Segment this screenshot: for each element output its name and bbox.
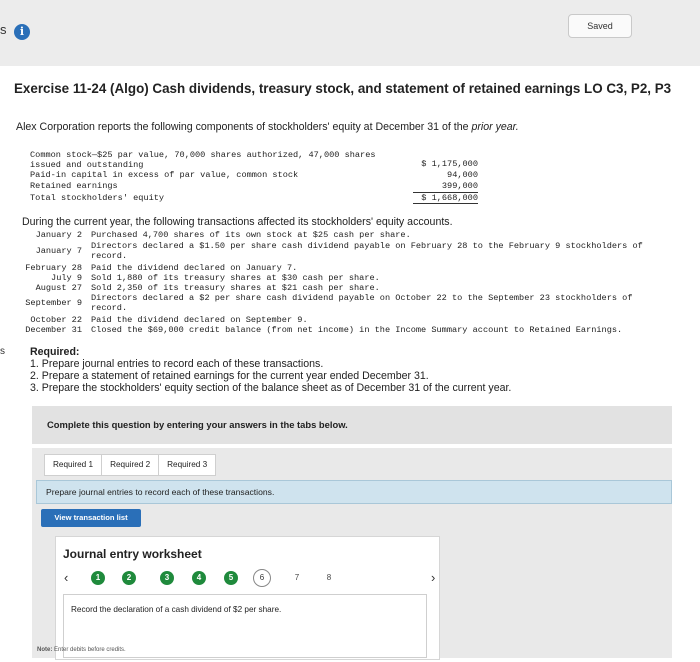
equity-amount: 94,000 bbox=[447, 170, 478, 180]
note-label: Note: bbox=[37, 647, 53, 653]
step-3[interactable]: 3 bbox=[160, 571, 174, 585]
transaction-text: Sold 1,880 of its treasury shares at $30 cash per share. bbox=[91, 273, 380, 283]
chevron-left-icon[interactable]: ‹ bbox=[64, 570, 69, 585]
journal-worksheet bbox=[55, 536, 440, 660]
intro-start: Alex Corporation reports the following components of stockholders' equity at December 31 of the bbox=[16, 121, 472, 133]
equity-label: Total stockholders' equity bbox=[30, 193, 165, 203]
tabs-panel bbox=[32, 448, 672, 658]
equity-label: issued and outstanding bbox=[30, 160, 144, 170]
transaction-text: Directors declared a $1.50 per share cash dividend payable on February 28 to the February 9 stockholders of record. bbox=[91, 241, 643, 261]
saved-status: Saved bbox=[568, 14, 632, 38]
required-item: 2. Prepare a statement of retained earnings for the current year ended December 31. bbox=[30, 370, 429, 382]
prompt-text: Prepare journal entries to record each of these transactions. bbox=[46, 487, 275, 497]
tab-bar bbox=[44, 454, 216, 476]
transaction-text: Closed the $69,000 credit balance (from net income) in the Income Summary account to Retained Earnings. bbox=[91, 325, 623, 335]
equity-label: Common stock—$25 par value, 70,000 shares authorized, 47,000 shares bbox=[30, 150, 376, 160]
record-instruction: Record the declaration of a cash dividend of $2 per share. bbox=[71, 605, 282, 614]
step-8[interactable]: 8 bbox=[326, 573, 332, 582]
required-item: 1. Prepare journal entries to record each of these transactions. bbox=[30, 358, 324, 370]
equity-amount: $ 1,668,000 bbox=[421, 193, 478, 203]
transaction-date: January 7 bbox=[35, 246, 82, 256]
intro-italic: prior year. bbox=[471, 121, 519, 133]
transaction-text: Directors declared a $2 per share cash dividend payable on October 22 to the September 23 stockholders of record. bbox=[91, 293, 633, 313]
step-5[interactable]: 5 bbox=[224, 571, 238, 585]
equity-amount: 399,000 bbox=[441, 181, 478, 191]
chevron-right-icon[interactable]: › bbox=[431, 570, 436, 585]
during-text: During the current year, the following transactions affected its stockholders' equity accounts. bbox=[22, 216, 453, 228]
transaction-text: Purchased 4,700 shares of its own stock at $25 cash per share. bbox=[91, 230, 411, 240]
required-heading: Required: bbox=[30, 346, 80, 358]
info-icon[interactable]: i bbox=[14, 24, 30, 40]
equity-label: Paid-in capital in excess of par value, common stock bbox=[30, 170, 299, 180]
transaction-date: August 27 bbox=[35, 283, 82, 293]
tab-required-3[interactable]: Required 3 bbox=[167, 460, 208, 469]
step-6[interactable]: 6 bbox=[253, 569, 271, 587]
instructions-text: Complete this question by entering your answers in the tabs below. bbox=[47, 419, 348, 430]
equity-label: Retained earnings bbox=[30, 181, 118, 191]
tab-required-2[interactable]: Required 2 bbox=[102, 455, 159, 475]
prompt-banner bbox=[36, 480, 672, 504]
note-text bbox=[37, 647, 126, 653]
exercise-title: Exercise 11-24 (Algo) Cash dividends, treasury stock, and statement of retained earnings LO C3, P2, P3 bbox=[14, 81, 672, 96]
transaction-text: Paid the dividend declared on September 9. bbox=[91, 315, 308, 325]
note-body: Enter debits before credits. bbox=[52, 647, 126, 653]
transaction-date: September 9 bbox=[25, 298, 82, 308]
transaction-text: Paid the dividend declared on January 7. bbox=[91, 263, 298, 273]
edge-fragment: s bbox=[0, 22, 7, 37]
equity-amount: $ 1,175,000 bbox=[421, 159, 478, 169]
worksheet-title: Journal entry worksheet bbox=[63, 547, 202, 561]
required-section bbox=[30, 346, 511, 394]
intro-text bbox=[16, 121, 519, 133]
required-item: 3. Prepare the stockholders' equity section of the balance sheet as of December 31 of the current year. bbox=[30, 382, 512, 394]
step-7[interactable]: 7 bbox=[294, 573, 300, 582]
tab-required-1[interactable]: Required 1 bbox=[45, 455, 102, 475]
transaction-date: December 31 bbox=[25, 325, 82, 335]
step-1[interactable]: 1 bbox=[91, 571, 105, 585]
step-2[interactable]: 2 bbox=[122, 571, 136, 585]
transaction-date: February 28 bbox=[25, 263, 82, 273]
transaction-date: October 22 bbox=[30, 315, 82, 325]
margin-fragment: s bbox=[0, 346, 5, 357]
total-rule bbox=[413, 203, 478, 204]
transaction-date: January 2 bbox=[35, 230, 82, 240]
top-bar bbox=[0, 0, 700, 66]
step-4[interactable]: 4 bbox=[192, 571, 206, 585]
transaction-date: July 9 bbox=[51, 273, 82, 283]
instructions-banner bbox=[32, 406, 672, 444]
transaction-text: Sold 2,350 of its treasury shares at $21 cash per share. bbox=[91, 283, 380, 293]
view-transaction-list-button[interactable]: View transaction list bbox=[41, 509, 141, 527]
